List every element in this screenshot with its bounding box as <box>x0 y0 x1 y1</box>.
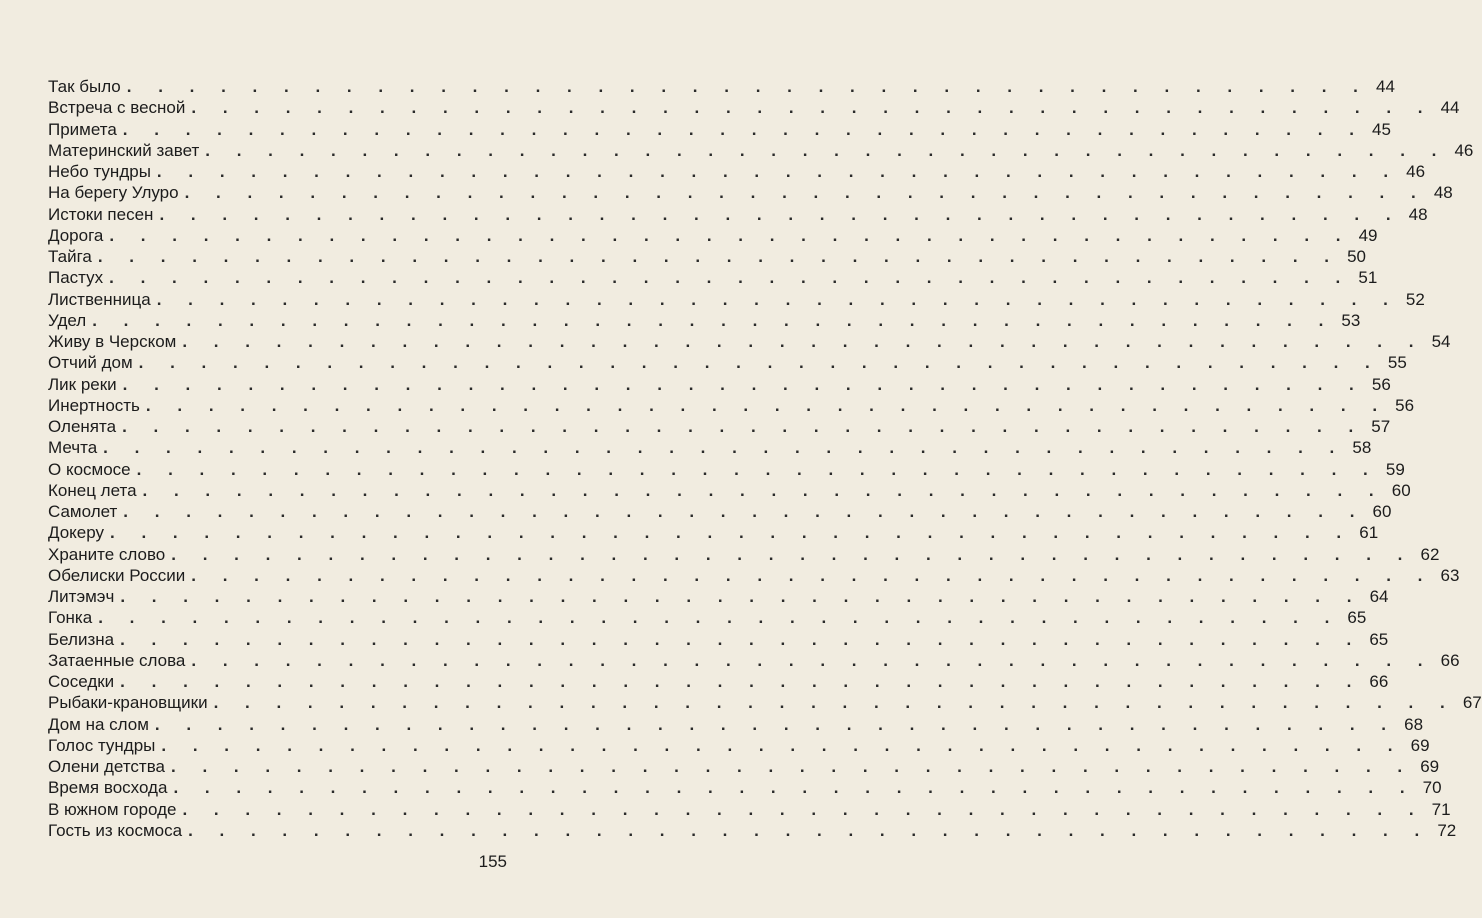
toc-entry-title: Рыбаки-крановщики <box>48 693 208 713</box>
dot-leader: . . . . . . . . . . . . . . . . . . . . . . . . . . . . . . . . . . . . . . . . <box>110 523 1353 543</box>
toc-entry-title: Литэмэч <box>48 587 115 606</box>
toc-entry-page: 62 <box>1420 544 1440 564</box>
toc-entry-page: 60 <box>1372 502 1392 521</box>
toc-entry <box>48 119 1391 140</box>
dot-leader: . . . . . . . . . . . . . . . . . . . . . . . . . . . . . . . . . . . . . . . . <box>122 417 1365 436</box>
toc-entry-title: Тайга <box>48 247 92 266</box>
toc-entry-page: 57 <box>1371 417 1391 436</box>
toc-entry-title: Белизна <box>48 629 115 649</box>
dot-leader: . . . . . . . . . . . . . . . . . . . . . . . . . . . . . . . . . . . . . . . . <box>159 204 1402 224</box>
toc-entry-page: 48 <box>1408 204 1428 224</box>
toc-entry-title: Удел <box>48 310 87 330</box>
toc-entry <box>48 820 1457 841</box>
dot-leader: . . . . . . . . . . . . . . . . . . . . . . . . . . . . . . . . . . . . . . . . <box>171 544 1414 564</box>
dot-leader: . . . . . . . . . . . . . . . . . . . . . . . . . . . . . . . . . . . . . . . . <box>161 735 1404 755</box>
toc-entry-title: Затаенные слова <box>48 650 186 670</box>
toc-entry <box>48 204 1428 225</box>
toc-entry-title: Дорога <box>48 225 104 245</box>
toc-entry-title: На берегу Улуро <box>48 183 179 203</box>
toc-entry <box>48 480 1411 501</box>
toc-entry-page: 61 <box>1359 523 1379 543</box>
toc-entry-title: Лик реки <box>48 374 117 394</box>
toc-entry-title: Небо тундры <box>48 162 151 181</box>
toc-entry <box>48 671 1389 692</box>
toc-entry-page: 59 <box>1385 459 1405 479</box>
dot-leader: . . . . . . . . . . . . . . . . . . . . . . . . . . . . . . . . . . . . . . . . <box>97 247 1340 266</box>
toc-entry-title: Встреча с весной <box>48 98 186 118</box>
toc-entry-page: 66 <box>1440 650 1460 670</box>
toc-entry-title: Истоки песен <box>48 204 154 224</box>
toc-entry-page: 52 <box>1405 289 1425 309</box>
toc-entry-page: 48 <box>1433 183 1453 203</box>
dot-leader: . . . . . . . . . . . . . . . . . . . . . . . . . . . . . . . . . . . . . . . . <box>171 757 1414 776</box>
toc-entry <box>48 756 1440 777</box>
toc-entry-page: 68 <box>1404 714 1424 734</box>
table-of-contents <box>48 76 1482 841</box>
toc-entry-title: Конец лета <box>48 480 137 500</box>
toc-entry <box>48 416 1391 437</box>
toc-entry <box>48 650 1460 671</box>
toc-entry <box>48 714 1424 735</box>
toc-entry <box>48 140 1474 161</box>
toc-entry <box>48 522 1379 543</box>
dot-leader: . . . . . . . . . . . . . . . . . . . . . . . . . . . . . . . . . . . . . . . . <box>122 374 1365 394</box>
toc-entry-page: 60 <box>1391 480 1411 500</box>
toc-entry-title: Самолет <box>48 502 118 521</box>
toc-entry-title: Голос тундры <box>48 735 156 755</box>
toc-entry-page: 66 <box>1369 672 1389 691</box>
toc-entry <box>48 735 1430 756</box>
toc-entry-page: 58 <box>1352 438 1372 458</box>
toc-entry <box>48 161 1426 182</box>
dot-leader: . . . . . . . . . . . . . . . . . . . . . . . . . . . . . . . . . . . . . . . . <box>103 438 1346 458</box>
dot-leader: . . . . . . . . . . . . . . . . . . . . . . . . . . . . . . . . . . . . . . . . <box>122 119 1365 139</box>
toc-entry-title: Оленята <box>48 417 117 436</box>
dot-leader: . . . . . . . . . . . . . . . . . . . . . . . . . . . . . . . . . . . . . . . . <box>173 778 1416 798</box>
toc-entry-title: Мечта <box>48 438 98 458</box>
toc-entry <box>48 76 1395 97</box>
dot-leader: . . . . . . . . . . . . . . . . . . . . . . . . . . . . . . . . . . . . . . . . <box>120 672 1363 691</box>
toc-entry-title: Лиственница <box>48 289 151 309</box>
dot-leader: . . . . . . . . . . . . . . . . . . . . . . . . . . . . . . . . . . . . . . . . <box>205 140 1448 160</box>
toc-entry-title: Так было <box>48 77 121 96</box>
toc-entry-title: Гонка <box>48 608 93 628</box>
toc-entry-page: 63 <box>1440 565 1460 585</box>
toc-entry-page: 53 <box>1341 310 1361 330</box>
toc-entry-title: Храните слово <box>48 544 166 564</box>
toc-entry-title: Докеру <box>48 523 105 543</box>
dot-leader: . . . . . . . . . . . . . . . . . . . . . . . . . . . . . . . . . . . . . . . . <box>188 820 1431 840</box>
toc-entry <box>48 459 1405 480</box>
toc-entry <box>48 437 1372 458</box>
toc-entry-title: Время восхода <box>48 778 168 798</box>
toc-entry-title: В южном городе <box>48 799 177 819</box>
toc-entry-page: 56 <box>1395 395 1415 415</box>
toc-entry <box>48 352 1407 373</box>
toc-entry <box>48 225 1378 246</box>
toc-entry <box>48 777 1442 798</box>
toc-entry <box>48 267 1378 288</box>
toc-entry <box>48 395 1415 416</box>
toc-entry-title: Пастух <box>48 268 104 288</box>
dot-leader: . . . . . . . . . . . . . . . . . . . . . . . . . . . . . . . . . . . . . . . . <box>98 608 1341 628</box>
toc-entry <box>48 565 1460 586</box>
dot-leader: . . . . . . . . . . . . . . . . . . . . . . . . . . . . . . . . . . . . . . . . <box>184 183 1427 203</box>
toc-entry-title: Гость из космоса <box>48 820 183 840</box>
toc-entry <box>48 374 1391 395</box>
toc-entry-title: Олени детства <box>48 757 165 776</box>
toc-entry-page: 54 <box>1431 332 1451 351</box>
dot-leader: . . . . . . . . . . . . . . . . . . . . . . . . . . . . . . . . . . . . . . . . <box>120 587 1363 606</box>
dot-leader: . . . . . . . . . . . . . . . . . . . . . . . . . . . . . . . . . . . . . . . . <box>156 162 1400 181</box>
toc-entry <box>48 182 1453 203</box>
toc-entry-page: 45 <box>1372 119 1391 139</box>
toc-entry-title: Материнский завет <box>48 140 200 160</box>
toc-entry-title: Отчий дом <box>48 353 133 373</box>
toc-entry <box>48 586 1389 607</box>
toc-entry-page: 70 <box>1422 778 1442 798</box>
toc-entry-page: 44 <box>1375 77 1395 96</box>
dot-leader: . . . . . . . . . . . . . . . . . . . . . . . . . . . . . . . . . . . . . . . . <box>154 714 1398 734</box>
toc-entry-title: Соседки <box>48 672 115 691</box>
toc-entry-title: Примета <box>48 119 117 139</box>
toc-entry-page: 50 <box>1347 247 1366 266</box>
toc-entry <box>48 246 1366 267</box>
toc-entry <box>48 607 1367 628</box>
dot-leader: . . . . . . . . . . . . . . . . . . . . . . . . . . . . . . . . . . . . . . . . <box>142 480 1385 500</box>
toc-entry-page: 44 <box>1440 98 1460 118</box>
dot-leader: . . . . . . . . . . . . . . . . . . . . . . . . . . . . . . . . . . . . . . . . <box>109 268 1352 288</box>
toc-entry-title: Обелиски России <box>48 565 186 585</box>
dot-leader: . . . . . . . . . . . . . . . . . . . . . . . . . . . . . . . . . . . . . . . . <box>191 565 1434 585</box>
toc-entry <box>48 331 1451 352</box>
dot-leader: . . . . . . . . . . . . . . . . . . . . . . . . . . . . . . . . . . . . . . . . <box>138 353 1381 373</box>
toc-entry <box>48 544 1440 565</box>
page-number: 155 <box>478 852 507 871</box>
toc-entry <box>48 289 1425 310</box>
dot-leader: . . . . . . . . . . . . . . . . . . . . . . . . . . . . . . . . . . . . . . . . <box>92 310 1335 330</box>
toc-entry <box>48 97 1460 118</box>
toc-entry-page: 55 <box>1387 353 1407 373</box>
dot-leader: . . . . . . . . . . . . . . . . . . . . . . . . . . . . . . . . . . . . . . . . <box>123 502 1366 521</box>
dot-leader: . . . . . . . . . . . . . . . . . . . . . . . . . . . . . . . . . . . . . . . . <box>182 332 1425 351</box>
dot-leader: . . . . . . . . . . . . . . . . . . . . . . . . . . . . . . . . . . . . . . . . <box>136 459 1379 479</box>
toc-entry-title: О космосе <box>48 459 131 479</box>
toc-entry-page: 46 <box>1454 140 1474 160</box>
toc-entry <box>48 310 1361 331</box>
toc-entry-page: 65 <box>1369 629 1389 649</box>
toc-entry-page: 46 <box>1406 162 1426 181</box>
toc-entry-page: 69 <box>1420 757 1440 776</box>
dot-leader: . . . . . . . . . . . . . . . . . . . . . . . . . . . . . . . . . . . . . . . . <box>145 395 1389 415</box>
dot-leader: . . . . . . . . . . . . . . . . . . . . . . . . . . . . . . . . . . . . . . . . <box>191 98 1434 118</box>
toc-entry-page: 49 <box>1358 225 1378 245</box>
toc-entry <box>48 501 1392 522</box>
toc-entry-title: Живу в Черском <box>48 332 177 351</box>
toc-entry-page: 51 <box>1358 268 1378 288</box>
toc-entry-title: Инертность <box>48 395 140 415</box>
dot-leader: . . . . . . . . . . . . . . . . . . . . . . . . . . . . . . . . . . . . . . . . <box>156 289 1399 309</box>
dot-leader: . . . . . . . . . . . . . . . . . . . . . . . . . . . . . . . . . . . . . . . . <box>182 799 1425 819</box>
toc-entry-page: 72 <box>1437 820 1457 840</box>
toc-entry-page: 67 <box>1462 693 1482 713</box>
toc-entry-title: Дом на слом <box>48 714 149 734</box>
dot-leader: . . . . . . . . . . . . . . . . . . . . . . . . . . . . . . . . . . . . . . . . <box>120 629 1363 649</box>
toc-entry-page: 56 <box>1371 374 1391 394</box>
toc-entry-page: 65 <box>1347 608 1367 628</box>
toc-entry <box>48 799 1451 820</box>
toc-entry-page: 71 <box>1431 799 1451 819</box>
dot-leader: . . . . . . . . . . . . . . . . . . . . . . . . . . . . . . . . . . . . . . . . <box>126 77 1369 96</box>
toc-entry <box>48 629 1389 650</box>
toc-entry-page: 64 <box>1369 587 1389 606</box>
dot-leader: . . . . . . . . . . . . . . . . . . . . . . . . . . . . . . . . . . . . . . . . <box>109 225 1352 245</box>
dot-leader: . . . . . . . . . . . . . . . . . . . . . . . . . . . . . . . . . . . . . . . . <box>213 693 1456 713</box>
toc-entry <box>48 692 1482 713</box>
dot-leader: . . . . . . . . . . . . . . . . . . . . . . . . . . . . . . . . . . . . . . . . <box>191 650 1434 670</box>
toc-entry-page: 69 <box>1410 735 1430 755</box>
